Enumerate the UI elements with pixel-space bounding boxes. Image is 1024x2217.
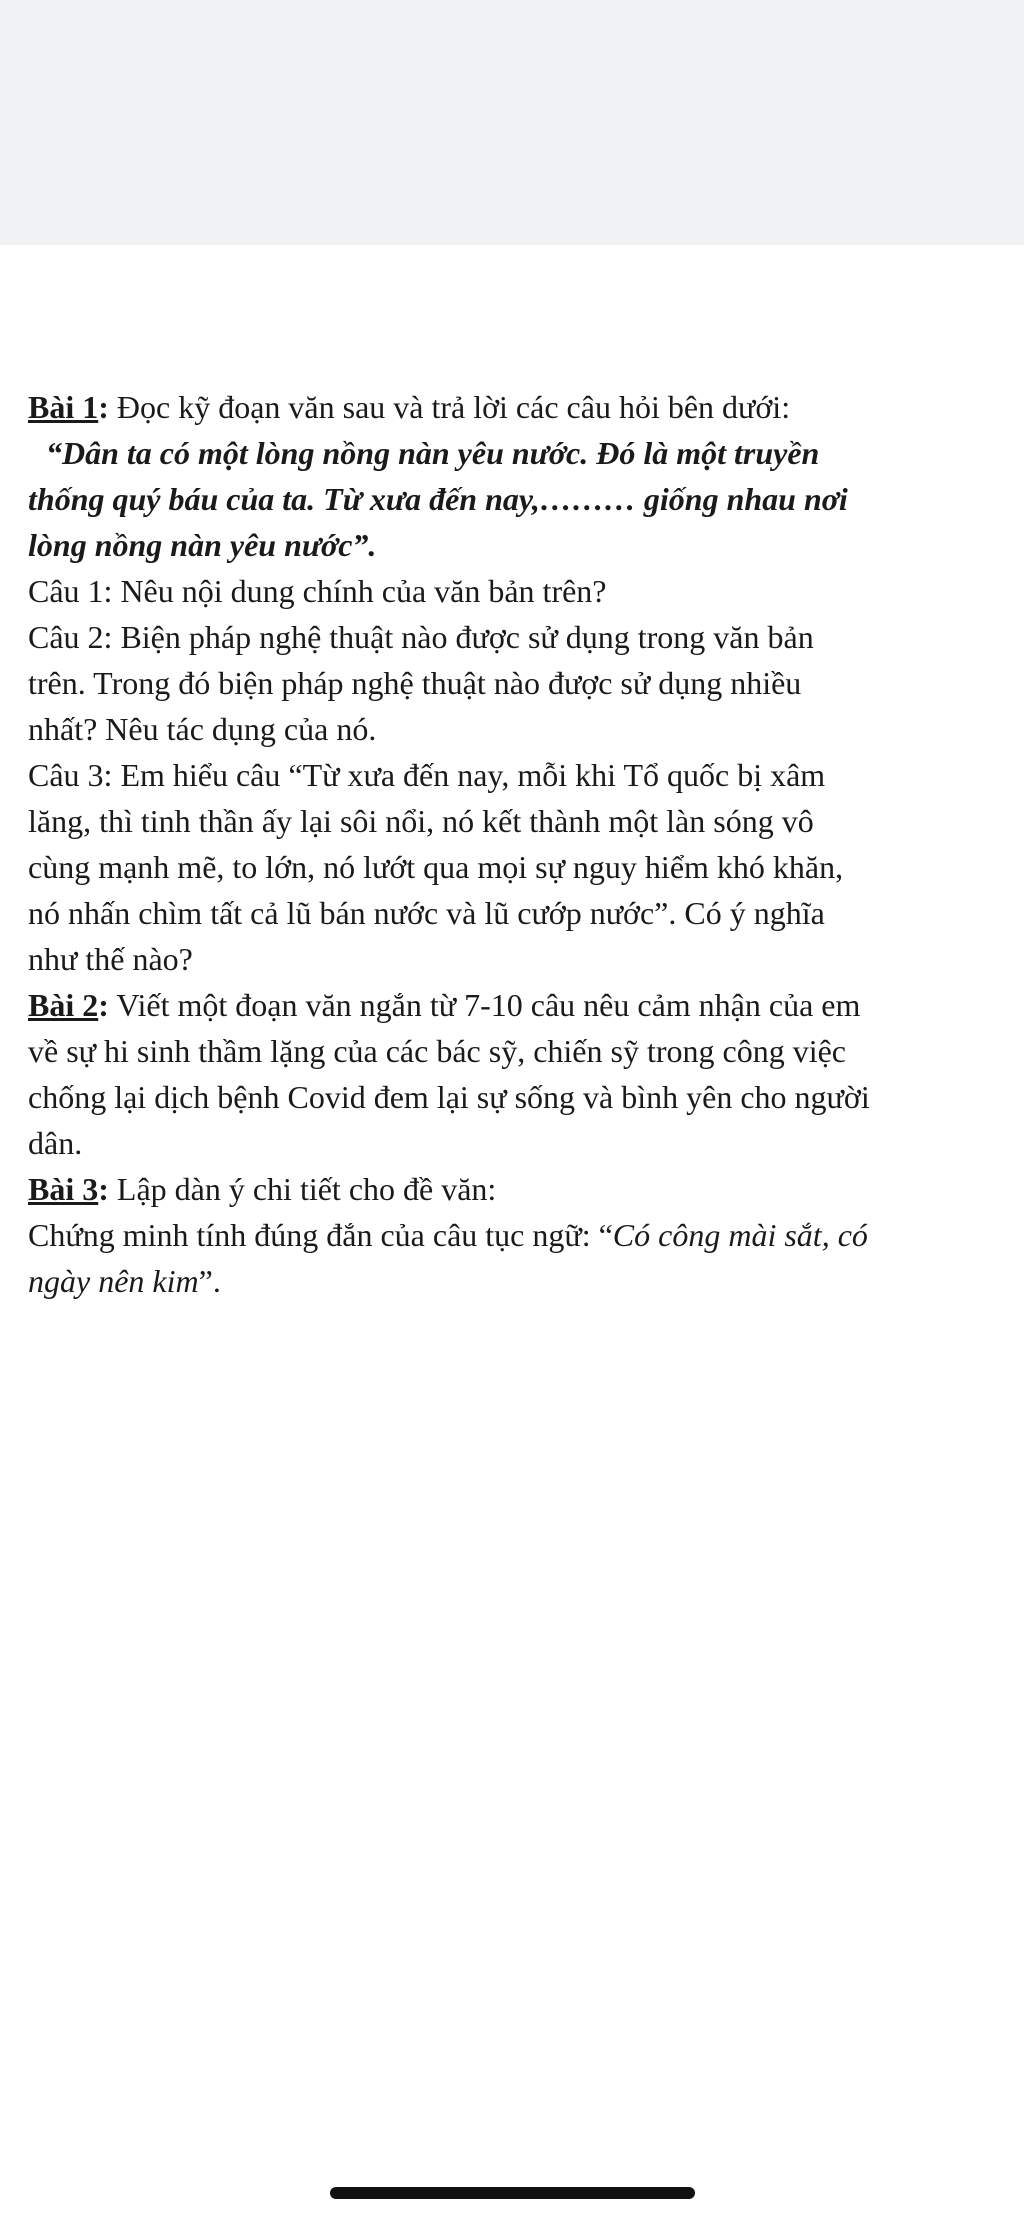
cau3-line-1: Câu 3: Em hiểu câu “Từ xưa đến nay, mỗi khi Tổ quốc bị xâm	[28, 757, 826, 793]
bai2-line1-text: Viết một đoạn văn ngắn từ 7-10 câu nêu cảm nhận của em	[108, 987, 861, 1023]
home-indicator[interactable]	[330, 2187, 695, 2199]
cau2-line-3: nhất? Nêu tác dụng của nó.	[28, 711, 377, 747]
bai2-line-3: chống lại dịch bệnh Covid đem lại sự sống và bình yên cho người	[28, 1079, 870, 1115]
document-text	[28, 384, 1024, 1304]
bai2-heading-line	[28, 982, 1024, 1028]
bai3-label: Bài 3	[28, 1171, 99, 1207]
bai3-heading-line	[28, 1166, 1024, 1212]
bai2-line-2: về sự hi sinh thầm lặng của các bác sỹ, chiến sỹ trong công việc	[28, 1033, 846, 1069]
cau3-line-4: nó nhấn chìm tất cả lũ bán nước và lũ cướp nước”. Có ý nghĩa	[28, 895, 825, 931]
cau1-text: Câu 1: Nêu nội dung chính của văn bản trên?	[28, 573, 607, 609]
bai3-line1-text: Lập dàn ý chi tiết cho đề văn:	[108, 1171, 497, 1207]
quote-line-2: thống quý báu của ta. Từ xưa đến nay,……… giống nhau nơi	[28, 481, 848, 517]
bai1-colon: :	[98, 389, 109, 425]
proverb-part-2: ngày nên kim	[28, 1263, 199, 1299]
bai3-line3-suffix: ”.	[198, 1263, 221, 1299]
bai2-line-4: dân.	[28, 1125, 83, 1161]
bai1-label: Bài 1	[28, 389, 99, 425]
bai3-line2-prefix: Chứng minh tính đúng đắn của câu tục ngữ: “	[28, 1217, 613, 1253]
bai3-line-3	[28, 1258, 1024, 1304]
bai1-heading-line	[28, 384, 1024, 430]
bai1-instruction: Đọc kỹ đoạn văn sau và trả lời các câu hỏi bên dưới:	[108, 389, 791, 425]
cau3-line-5: như thế nào?	[28, 941, 193, 977]
bai2-label: Bài 2	[28, 987, 99, 1023]
bai2-colon: :	[98, 987, 109, 1023]
proverb-part-1: Có công mài sắt, có	[612, 1217, 868, 1253]
quote-line-3: lòng nồng nàn yêu nước”.	[28, 527, 377, 563]
cau3-line-2: lăng, thì tinh thần ấy lại sôi nổi, nó kết thành một làn sóng vô	[28, 803, 814, 839]
bai3-colon: :	[98, 1171, 109, 1207]
bai3-line-2	[28, 1212, 1024, 1258]
quote-line-1: “Dân ta có một lòng nồng nàn yêu nước. Đó là một truyền	[46, 435, 820, 471]
top-gray-bar	[0, 0, 1024, 245]
cau3-line-3: cùng mạnh mẽ, to lớn, nó lướt qua mọi sự nguy hiểm khó khăn,	[28, 849, 844, 885]
cau2-line-1: Câu 2: Biện pháp nghệ thuật nào được sử dụng trong văn bản	[28, 619, 814, 655]
cau2-line-2: trên. Trong đó biện pháp nghệ thuật nào được sử dụng nhiều	[28, 665, 802, 701]
